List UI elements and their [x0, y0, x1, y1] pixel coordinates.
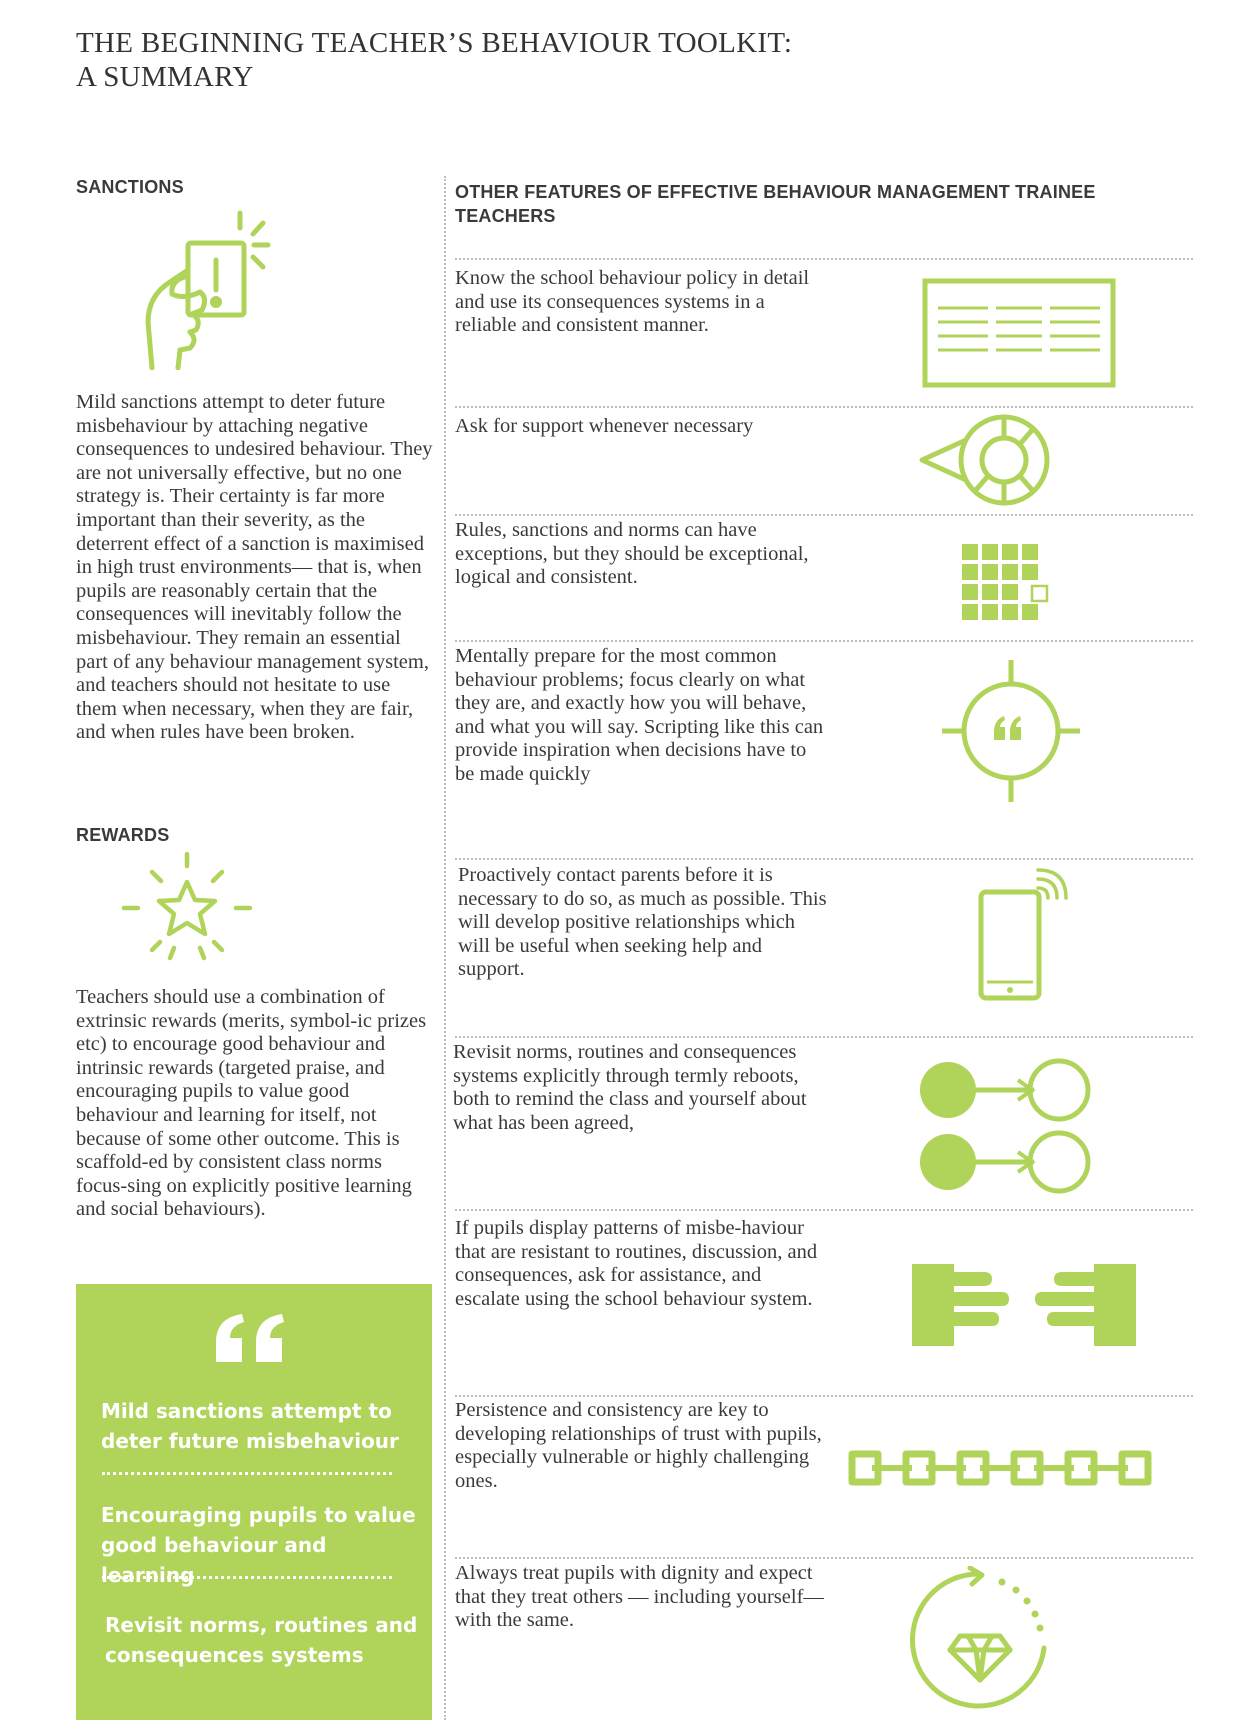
- quote-icon: [208, 1312, 298, 1364]
- grid-exception-icon: [962, 544, 1050, 624]
- document-lines-icon: [922, 278, 1116, 388]
- feature-row-3-text: Rules, sanctions and norms can have exceptions, but they should be exceptional, logical and consistent.: [455, 519, 809, 589]
- chain-icon: [848, 1448, 1172, 1488]
- row-divider: [455, 514, 1193, 516]
- lifebuoy-icon: [918, 412, 1054, 508]
- page-title-line-1: THE BEGINNING TEACHER’S BEHAVIOUR TOOLKIT:: [76, 27, 793, 59]
- feature-row-2-text: Ask for support whenever necessary: [455, 415, 754, 437]
- row-divider: [455, 858, 1193, 860]
- page-title-line-2: A SUMMARY: [76, 61, 254, 93]
- callout-divider: [102, 1576, 392, 1579]
- row-divider: [455, 1395, 1193, 1397]
- quote-callout: [76, 1284, 432, 1720]
- feature-row-9-text: Always treat pupils with dignity and expect that they treat others — including yourself— with the same.: [455, 1562, 824, 1632]
- row-divider: [455, 640, 1193, 642]
- hand-holding-card-icon: [140, 210, 290, 370]
- diamond-cycle-icon: [910, 1566, 1050, 1720]
- column-divider: [444, 176, 446, 1720]
- target-quote-icon: [940, 658, 1082, 804]
- row-divider: [455, 406, 1193, 408]
- row-divider: [455, 1036, 1193, 1038]
- sanctions-body: Mild sanctions attempt to deter future misbehaviour by attaching negative consequences to undesired behaviour. They are not universally effective, but no one strategy is. Their certainty is far more important than their severity, as the deterrent effect of a sanction is maximised in high trust environments— that is, when pupils are reasonably certain that the consequences will inevitably follow the misbehaviour. They remain an essential part of any behaviour management system, and teachers should not hesitate to use them when necessary, when they are fair, and when rules have been broken.: [76, 391, 433, 744]
- star-icon: [120, 852, 255, 964]
- pointing-hands-icon: [912, 1264, 1136, 1346]
- sanctions-heading: SANCTIONS: [76, 177, 184, 197]
- callout-divider: [102, 1472, 392, 1475]
- feature-row-4-text: Mentally prepare for the most common behaviour problems; focus clearly on what they are, and exactly how you will behave, and what you will say. Scripting like this can provide inspiration when decisions have to be made quickly: [455, 645, 824, 785]
- feature-row-7-text: If pupils display patterns of misbe-haviour that are resistant to routines, discussion, and consequences, ask for assistance, and escalate using the school behaviour system.: [455, 1217, 818, 1310]
- rewards-body: Teachers should use a combination of extrinsic rewards (merits, symbol-ic prizes etc) to encourage good behaviour and intrinsic rewards (targeted praise, and encouraging pupils to value good behaviour and learning for itself, not because of some other outcome. This is scaffold-ed by consistent class norms focus-sing on explicitly positive learning and social behaviours).: [76, 986, 427, 1221]
- rewards-heading: REWARDS: [76, 825, 170, 845]
- feature-row-1-text: Know the school behaviour policy in detail and use its consequences systems in a reliable and consistent manner.: [455, 267, 810, 337]
- feature-row-6-text: Revisit norms, routines and consequences systems explicitly through termly reboots, both to remind the class and yourself about what has been agreed,: [453, 1041, 807, 1134]
- mobile-phone-icon: [978, 866, 1068, 1002]
- callout-quote-1: Mild sanctions attempt to deter future misbehaviour: [101, 1399, 399, 1453]
- callout-quote-2: Encouraging pupils to value good behaviour and learning: [101, 1503, 416, 1587]
- callout-quote-3: Revisit norms, routines and consequences systems: [105, 1613, 418, 1667]
- filled-to-empty-circles-icon: [918, 1058, 1094, 1198]
- feature-row-5-text: Proactively contact parents before it is necessary to do so, as much as possible. This will develop positive relationships which will be useful when seeking help and support.: [458, 864, 827, 981]
- page-title: [76, 26, 976, 94]
- row-divider: [455, 1557, 1193, 1559]
- row-divider: [455, 1209, 1193, 1211]
- row-divider: [455, 258, 1193, 260]
- feature-row-8-text: Persistence and consistency are key to developing relationships of trust with pupils, especially vulnerable or highly challenging ones.: [455, 1399, 822, 1492]
- right-heading: OTHER FEATURES OF EFFECTIVE BEHAVIOUR MANAGEMENT TRAINEE TEACHERS: [455, 182, 1096, 226]
